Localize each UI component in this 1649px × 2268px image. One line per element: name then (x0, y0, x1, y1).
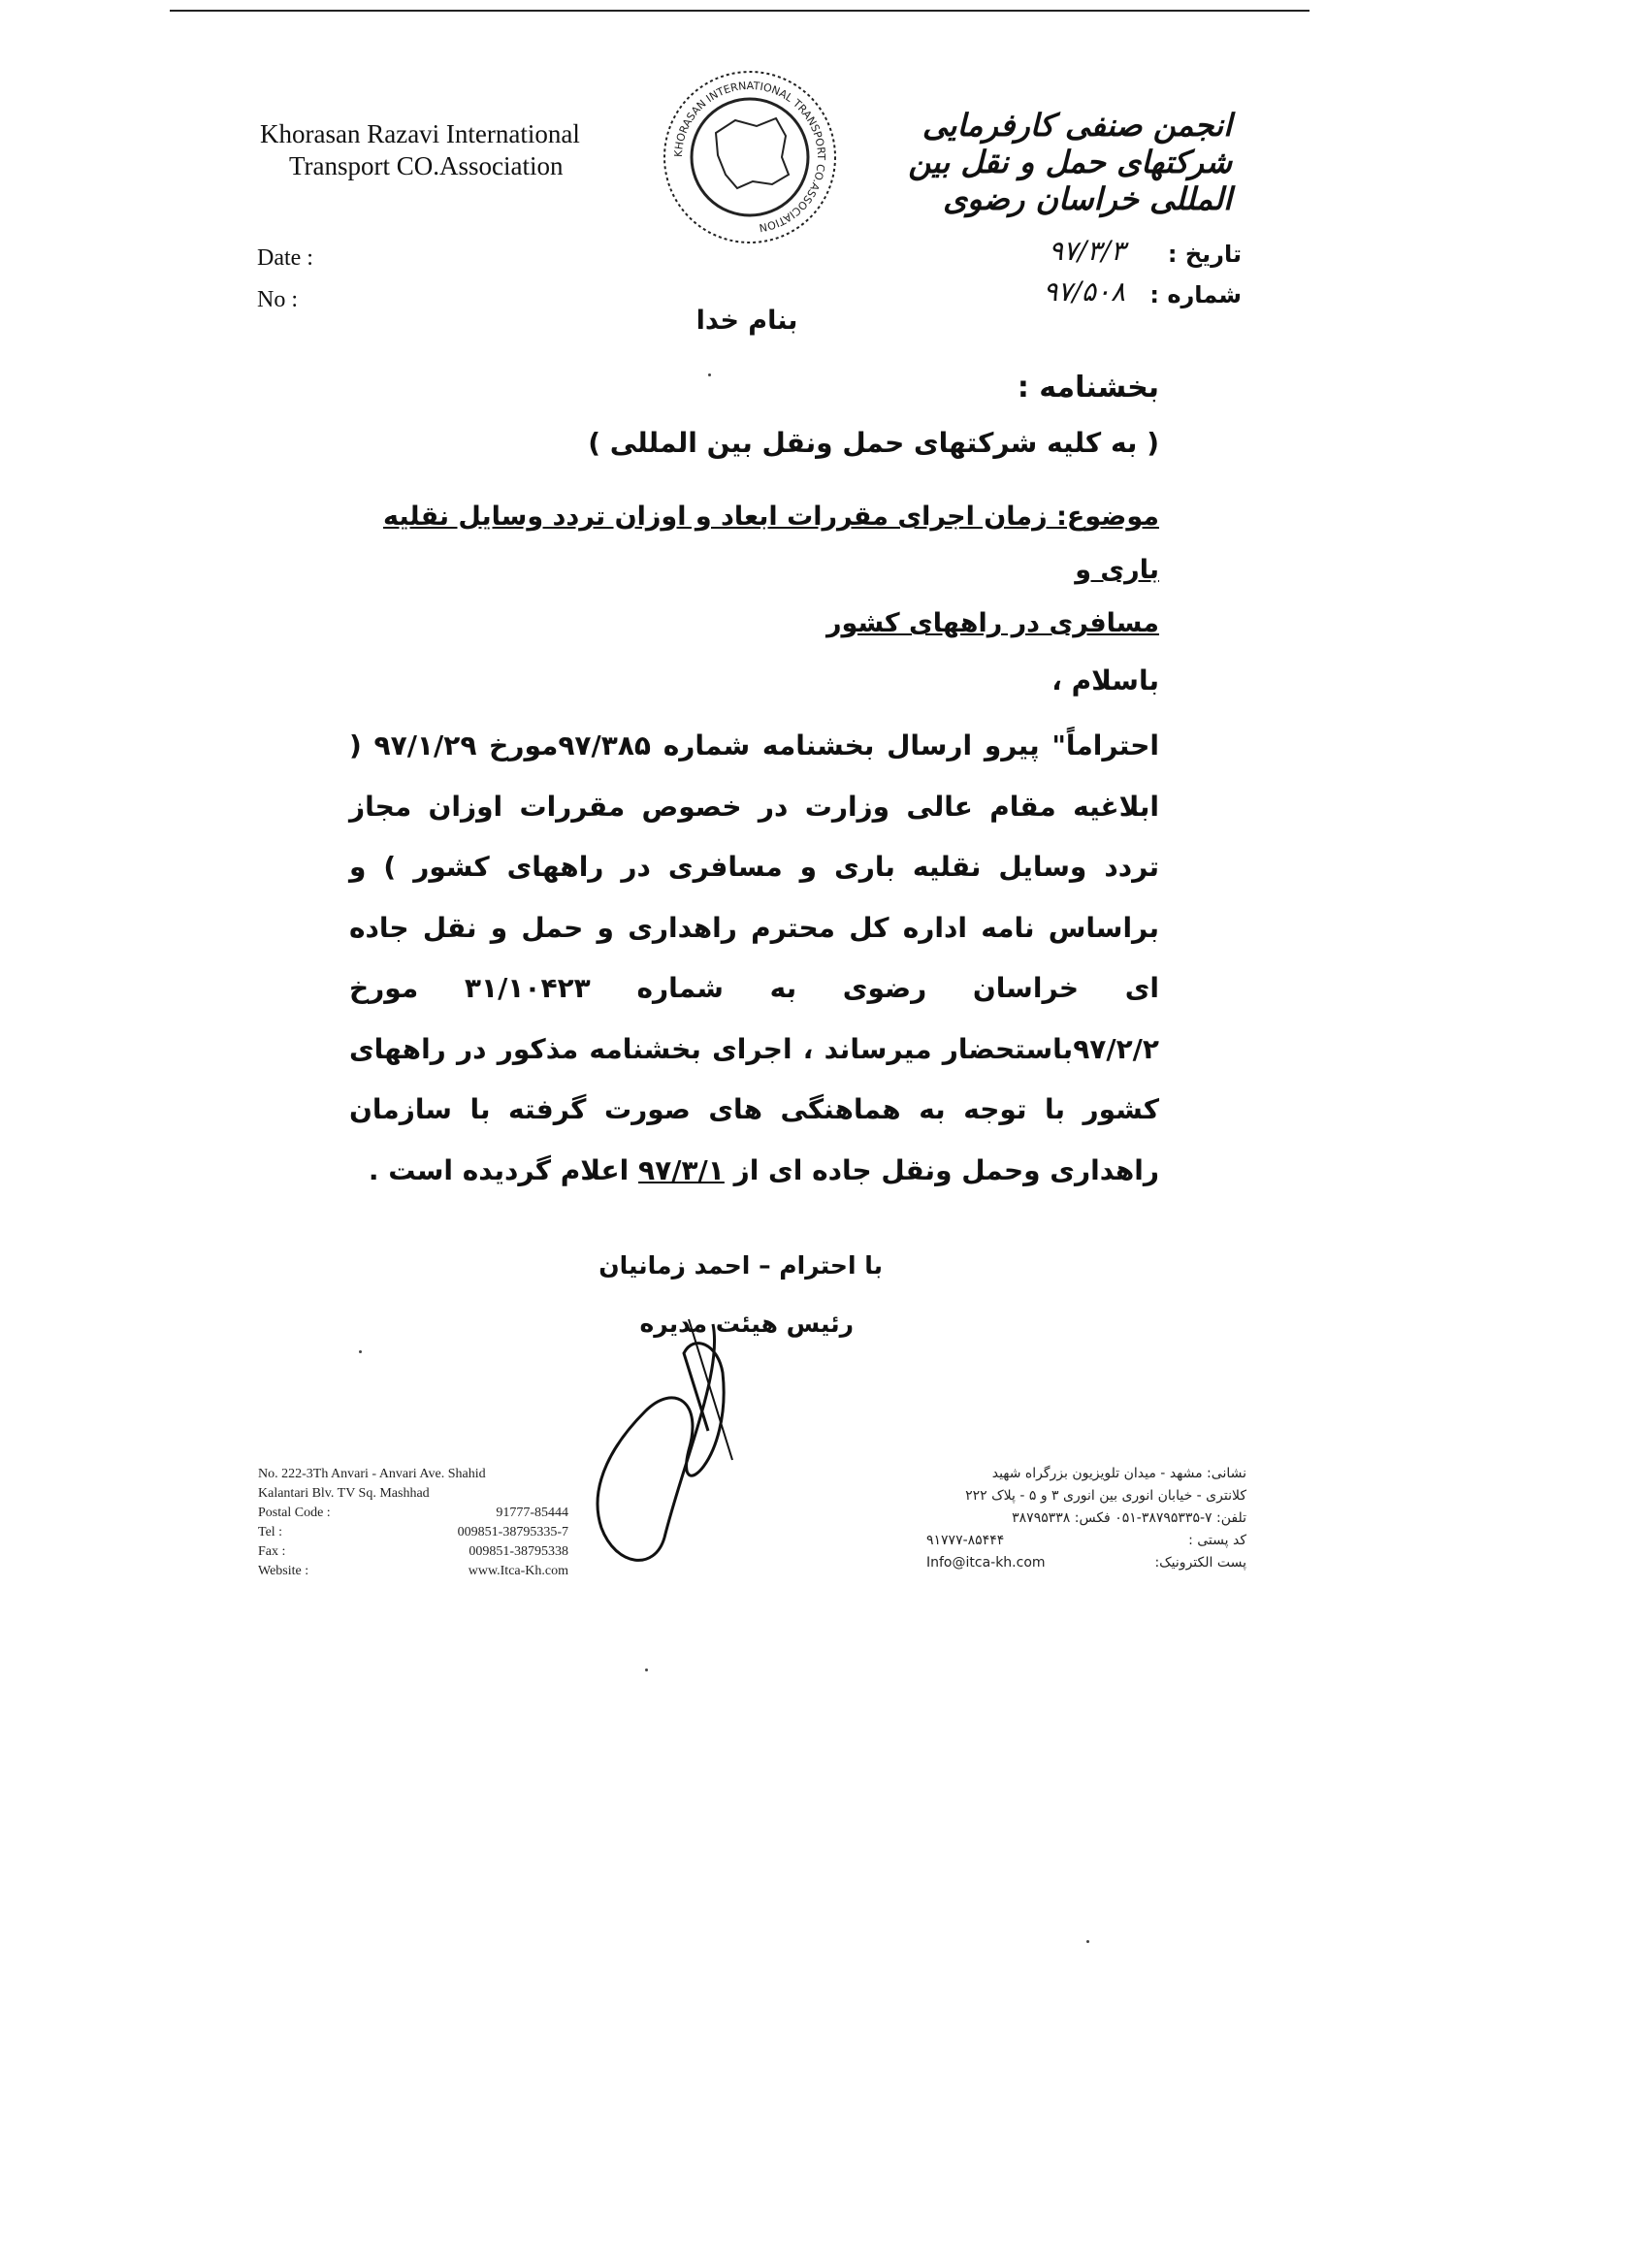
number-label-en: No : (257, 287, 298, 312)
association-logo (648, 60, 852, 254)
svg-text:KHORASAN INTERNATIONAL TRANSPO (672, 80, 827, 234)
subject-line2: مسافری در راههای کشور (825, 608, 1159, 638)
body-end-text: اعلام گردیده است . (368, 1153, 639, 1186)
footer-fa-address2: کلانتری - خیابان انوری بین انوری ۳ و ۵ - پلاک ۲۲۲ (965, 1488, 1246, 1504)
signer-role: رئیس هیئت مدیره (639, 1310, 854, 1338)
fax-label: Fax : (258, 1544, 286, 1559)
date-label-en: Date : (257, 245, 313, 271)
org-name-en-line1: Khorasan Razavi International (260, 119, 580, 148)
number-value: ۹۷/۵۰۸ (1043, 275, 1125, 308)
scan-speck (359, 1350, 362, 1353)
footer-fa-address1: نشانی: مشهد - میدان تلویزیون بزرگراه شهید (991, 1466, 1246, 1481)
body-main-text: احتراماً" پیرو ارسال بخشنامه شماره ۹۷/۳۸۵مورخ ۹۷/۱/۲۹ ( ابلاغیه مقام عالی وزارت در خصوص مقررات اوزان مجاز تردد وسایل نقلیه باری و مسافری در راههای کشور ) و براساس نامه اداره کل محترم راهداری و حمل و نقل جاده ای خراسان رضوی به شماره ۳۱/۱۰۴۲۳ مورخ ۹۷/۲/۲باستحضار میرساند ، اجرای بخشنامه مذکور در راههای کشور با توجه به هماهنگی های صورت گرفته با سازمان راهداری وحمل ونقل جاده ای از (349, 729, 1160, 1186)
website-label: Website : (258, 1564, 309, 1578)
tel-label: Tel : (258, 1525, 283, 1539)
website-link[interactable]: www.Itca-Kh.com (468, 1564, 568, 1578)
handwritten-signature (577, 1314, 771, 1576)
subject (349, 490, 1159, 650)
subject-line1: موضوع: زمان اجرای مقررات ابعاد و اوزان تردد وسایل نقلیه باری و (383, 502, 1159, 585)
date-label-fa: تاریخ : (1167, 241, 1242, 268)
footer-fa-postal-label: کد پستی : (1188, 1533, 1246, 1548)
footer-fa-email-label: پست الکترونیک: (1154, 1555, 1246, 1571)
fax-value: 009851-38795338 (469, 1544, 568, 1559)
effective-date: ۹۷/۳/۱ (638, 1153, 725, 1186)
footer-fa-email-link[interactable]: Info@itca-kh.com (926, 1555, 1046, 1571)
footer-fa (926, 1463, 1246, 1574)
tel-value: 009851-38795335-7 (457, 1525, 568, 1539)
org-name-en (260, 118, 648, 182)
logo-ring-text: KHORASAN INTERNATIONAL TRANSPORT CO.ASSOCIATION (671, 79, 828, 235)
footer-en-address1: No. 222-3Th Anvari - Anvari Ave. Shahid (258, 1467, 486, 1481)
greeting: باسلام ، (1051, 664, 1159, 697)
scan-speck (708, 373, 711, 376)
postal-code-value: 91777-85444 (496, 1506, 568, 1520)
letter-body (349, 716, 1159, 1201)
org-name-fa: انجمن صنفی کارفرمایی شرکتهای حمل و نقل بین المللی خراسان رضوی (908, 107, 1232, 217)
footer-en-address2: Kalantari Blv. TV Sq. Mashhad (258, 1486, 430, 1501)
footer-en (258, 1465, 568, 1581)
footer-fa-postal-value: ۹۱۷۷۷-۸۵۴۴۴ (926, 1533, 1005, 1548)
closing-line: با احترام – احمد زمانیان (598, 1251, 883, 1280)
postal-code-label: Postal Code : (258, 1506, 331, 1520)
invocation: بنام خدا (695, 306, 798, 336)
scan-speck (645, 1669, 648, 1671)
number-label-fa: شماره : (1149, 281, 1242, 308)
footer-fa-phone: تلفن: ۷-۳۸۷۹۵۳۳۵-۰۵۱ فکس: ۳۸۷۹۵۳۳۸ (1012, 1510, 1246, 1526)
scan-top-border (170, 10, 1310, 12)
date-value: ۹۷/۳/۳ (1048, 235, 1125, 267)
org-name-en-line2: Transport CO.Association (289, 151, 564, 180)
recipient-line: ( به کلیه شرکتهای حمل ونقل بین المللی ) (588, 427, 1159, 459)
letter-title: بخشنامه : (1017, 371, 1159, 405)
scan-speck (1086, 1940, 1089, 1943)
